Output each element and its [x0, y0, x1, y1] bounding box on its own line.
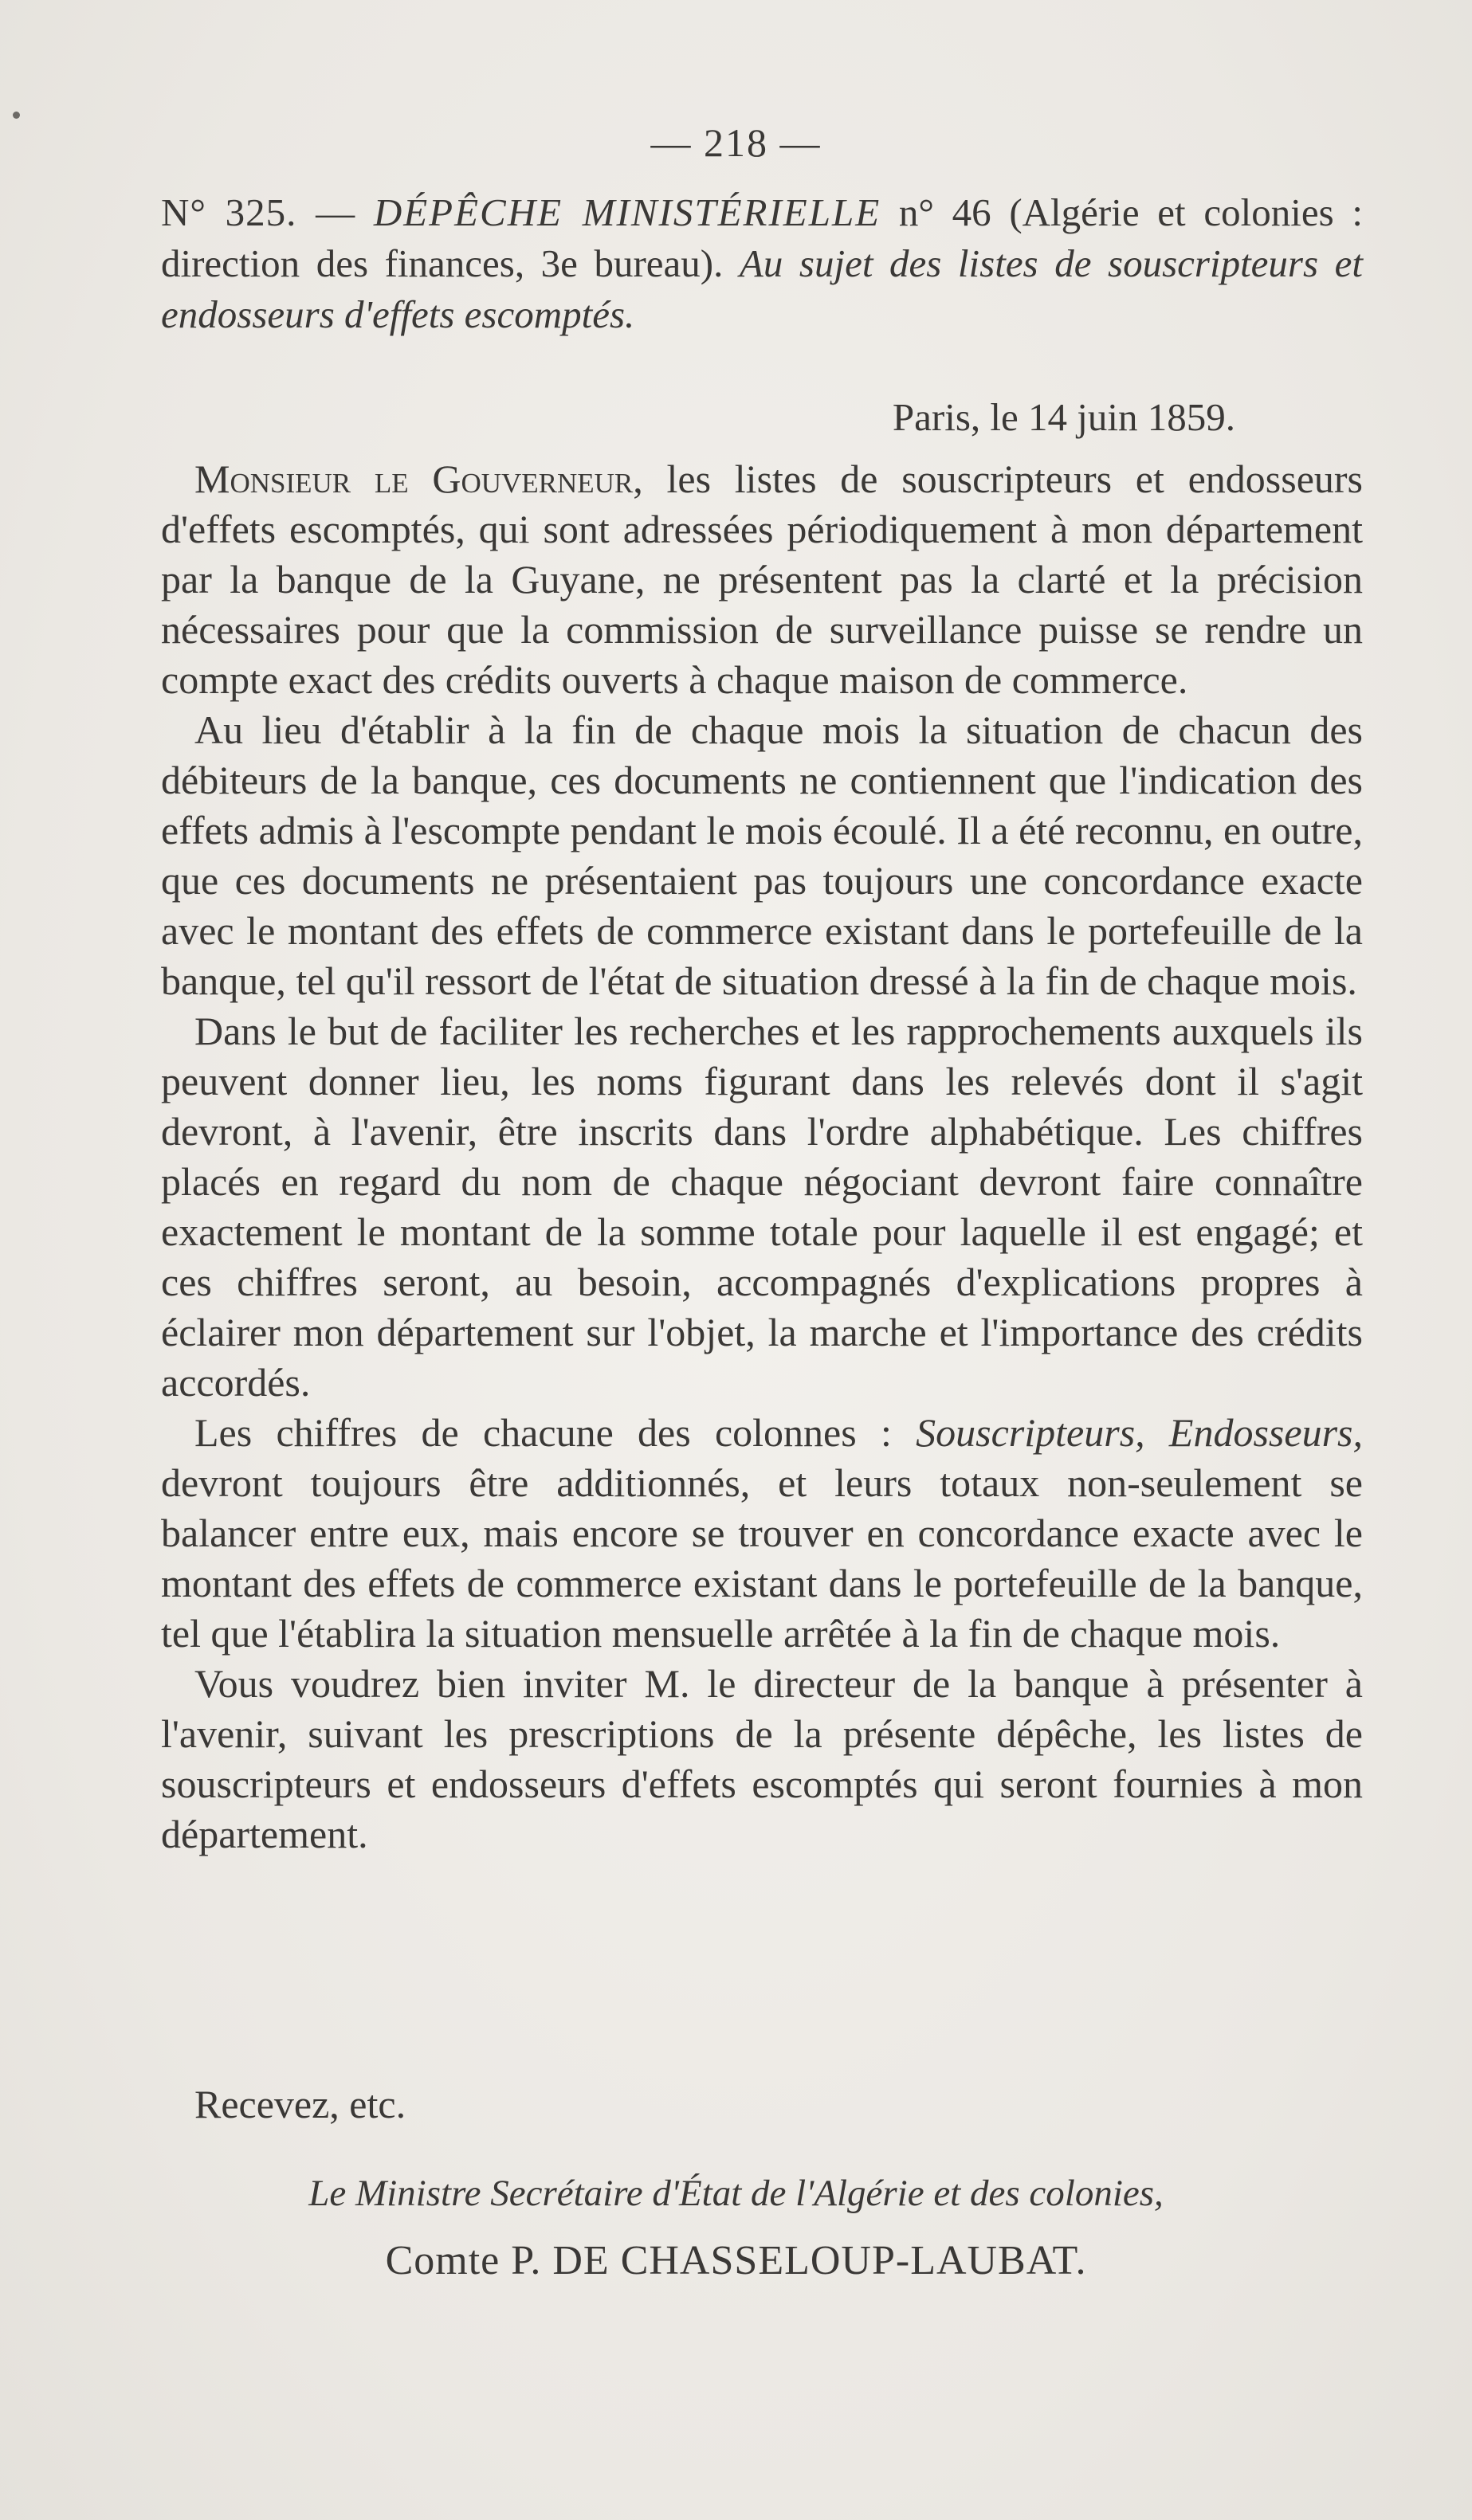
- paragraph-2: Au lieu d'établir à la fin de chaque mois la situation de chacun des débiteurs de la banque, ces documents ne contiennent que l'indication des effets admis à l'escompte pendant le mois écoulé. Il a été reconnu, en outre, que ces documents ne présentaient pas toujours une concordance exacte avec le montant des effets de commerce existant dans le portefeuille de la banque, tel qu'il ressort de l'état de situation dressé à la fin de chaque mois.: [161, 707, 1363, 1003]
- paper-speck: [13, 112, 20, 119]
- signatory-title: Le Ministre Secrétaire d'État de l'Algérie et des colonies,: [308, 2173, 1164, 2214]
- document-heading: [161, 187, 1363, 340]
- dispatch-subject: Au sujet des listes de souscripteurs et endosseurs d'effets escomptés.: [161, 241, 1363, 336]
- salutation: Monsieur le Gouverneur,: [194, 457, 643, 501]
- signatory-name: Comte P. DE CHASSELOUP-LAUBAT.: [385, 2238, 1087, 2283]
- dispatch-reference: n° 46 (Algérie et colonies : direction des finances, 3e bureau).: [161, 190, 1363, 285]
- paragraph-1-text: les listes de souscripteurs et endosseurs d'effets escomptés, qui sont adressées périodiquement à mon département par la banque de la Guyane, ne présentent pas la clarté et la précision nécessaires pour que la commission de surveillance puisse se rendre un compte exact des crédits ouverts à chaque maison de commerce.: [161, 457, 1364, 702]
- paragraph-3: Dans le but de faciliter les recherches et les rapprochements auxquels ils peuvent donner lieu, les noms figurant dans les relevés dont il s'agit devront, à l'avenir, être inscrits dans l'ordre alphabétique. Les chiffres placés en regard du nom de chaque négociant devront faire connaître exactement le montant de la somme totale pour laquelle il est engagé; et ces chiffres seront, au besoin, accompagnés d'explications propres à éclairer mon département sur l'objet, la marche et l'importance des crédits accordés.: [161, 1009, 1363, 1405]
- paragraph-5: Vous voudrez bien inviter M. le directeur de la banque à présenter à l'avenir, suivant les prescriptions de la présente dépêche, les listes de souscripteurs et endosseurs d'effets escomptés qui seront fournies à mon département.: [161, 1661, 1363, 1856]
- dispatch-date: Paris, le 14 juin 1859.: [892, 395, 1235, 439]
- paragraph-4: [161, 1408, 1363, 1659]
- page-number: — 218 —: [650, 120, 822, 165]
- dispatch-number: N° 325. —: [161, 190, 356, 234]
- paragraph-1: [161, 454, 1363, 705]
- letter-body: [161, 454, 1363, 1860]
- paragraph-4-text: devront toujours être additionnés, et leurs totaux non-seulement se balancer entre eux, mais encore se trouver en concordance exacte avec le montant des effets de commerce existant dans le portefeuille de la banque, tel que l'établira la situation mensuelle arrêtée à la fin de chaque mois.: [161, 1460, 1363, 1656]
- dispatch-title: DÉPÊCHE MINISTÉRIELLE: [373, 190, 881, 234]
- paragraph-4-start: Les chiffres de chacune des colonnes :: [194, 1410, 892, 1455]
- column-names: Souscripteurs, Endosseurs,: [916, 1410, 1363, 1455]
- closing-formula: Recevez, etc.: [194, 2082, 406, 2126]
